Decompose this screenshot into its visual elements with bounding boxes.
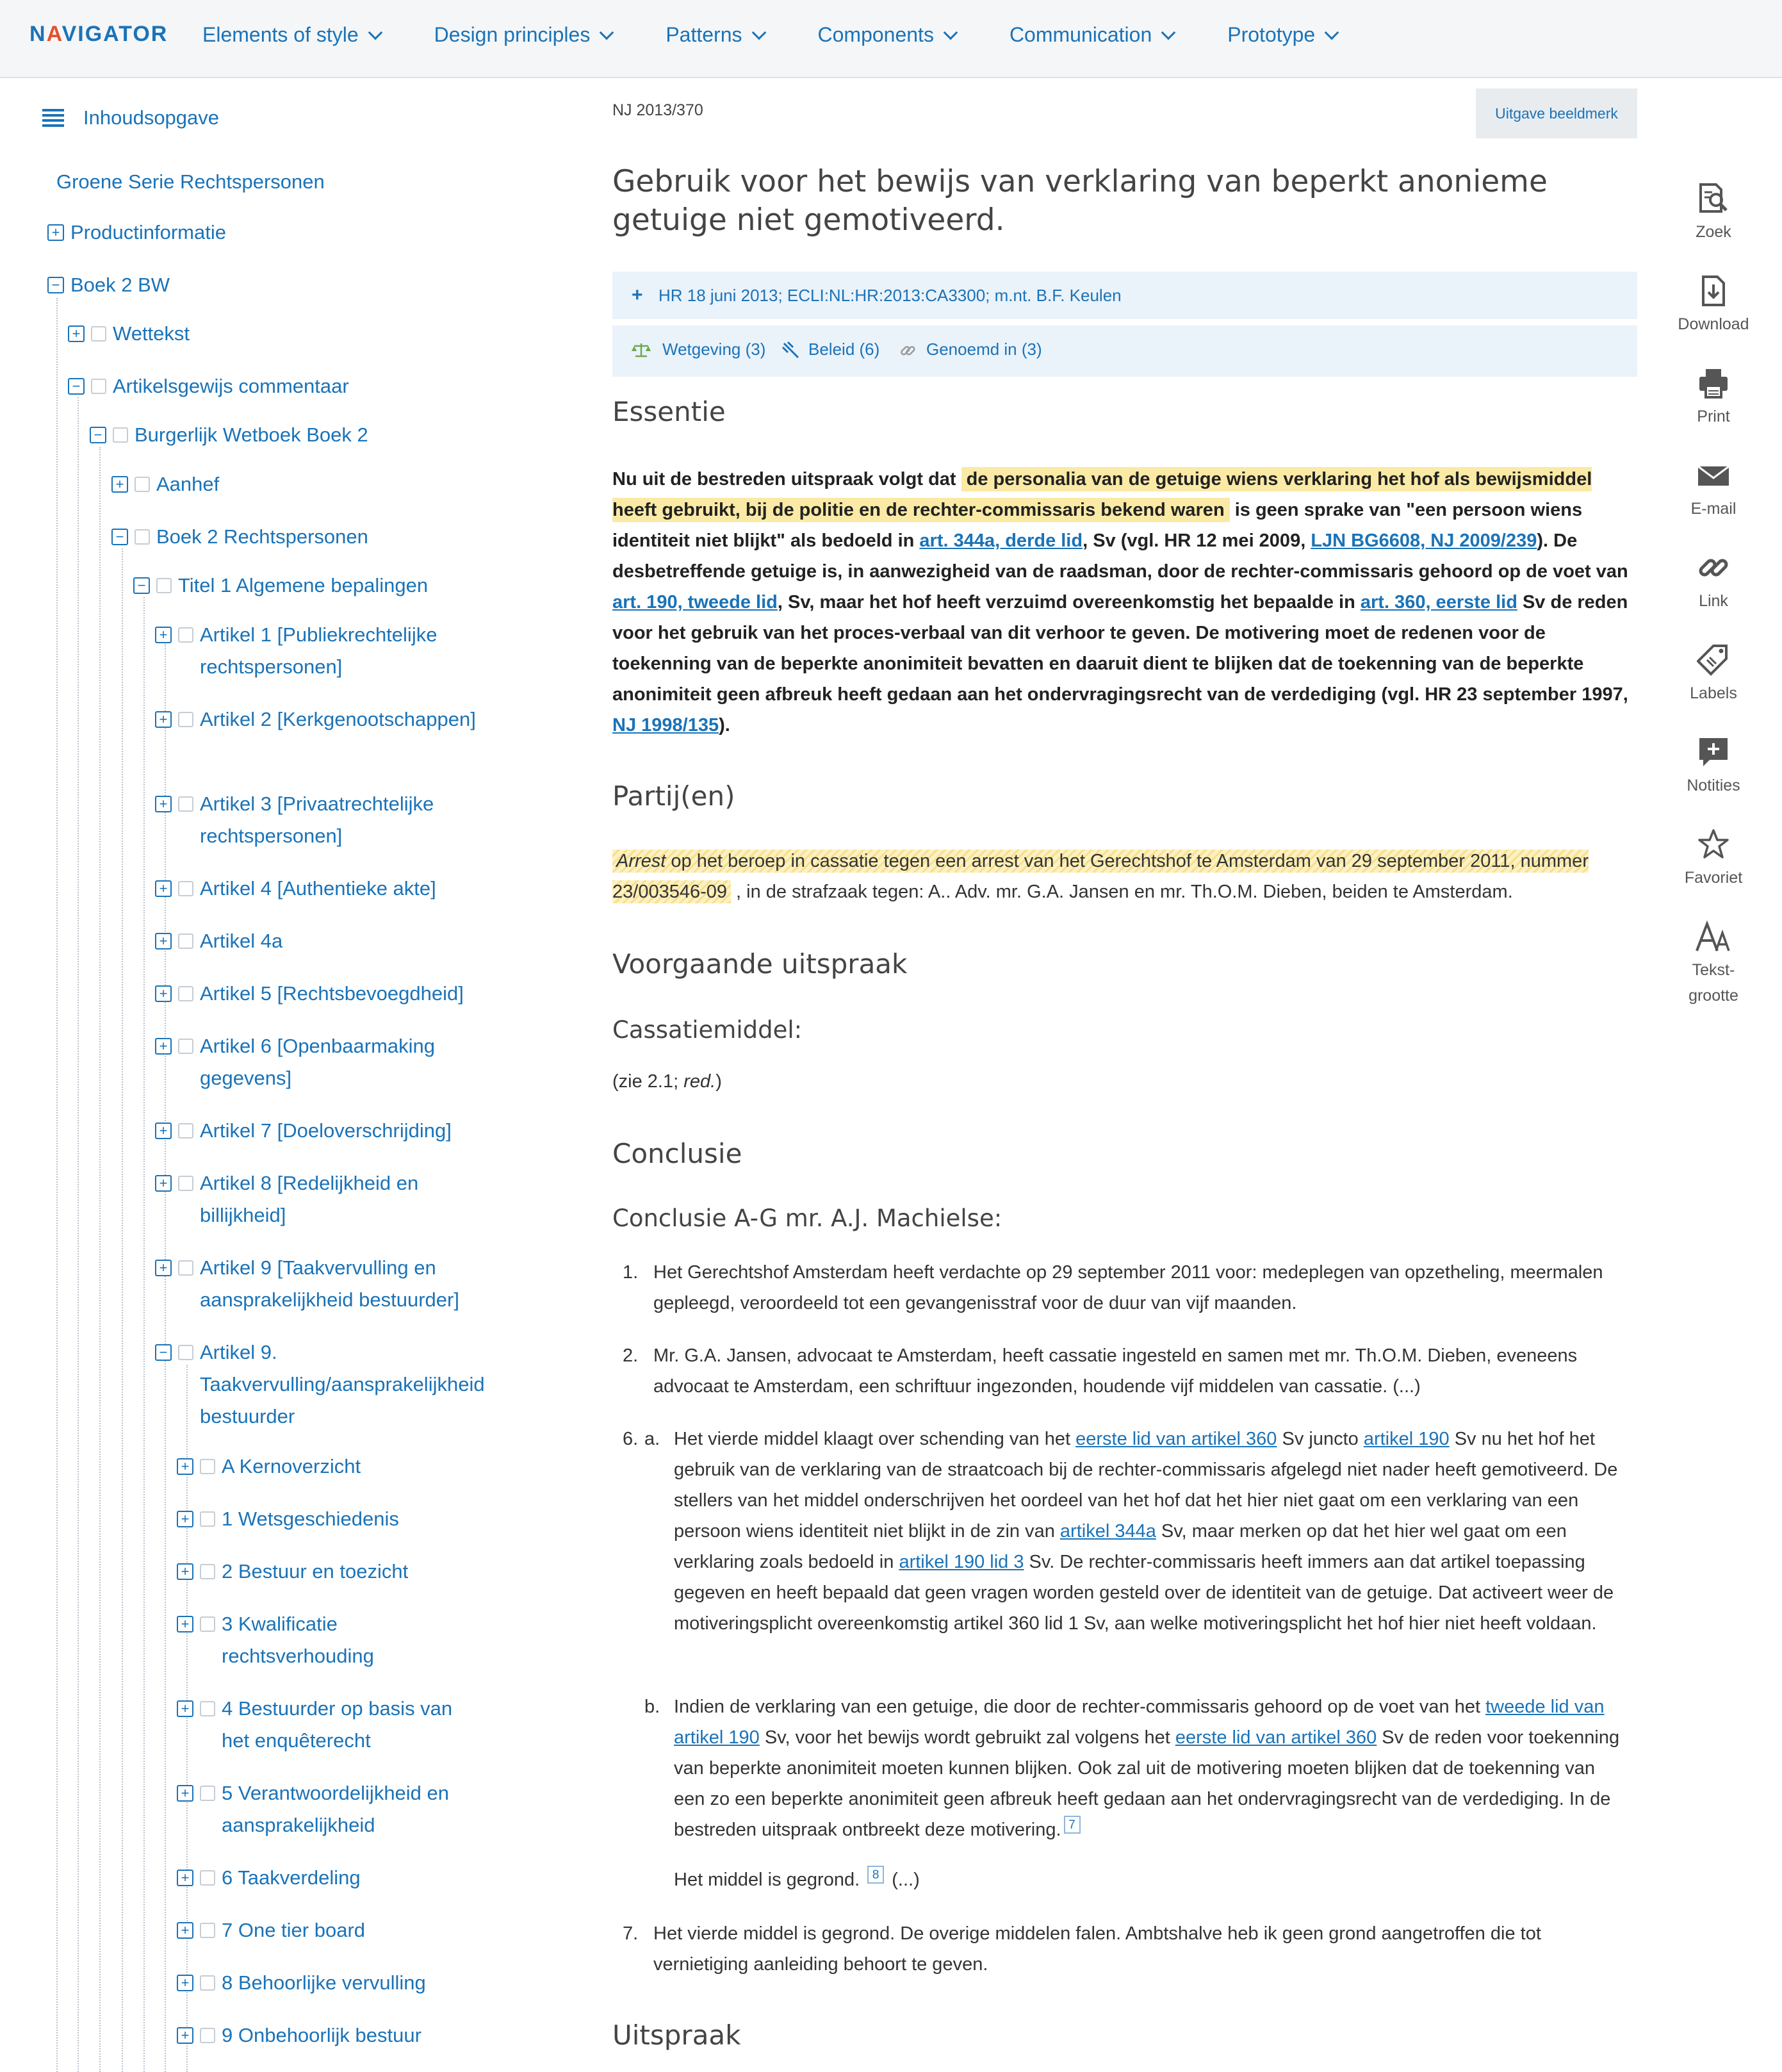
toc-title: Inhoudsopgave bbox=[83, 106, 220, 129]
expand-toggle-icon[interactable]: + bbox=[177, 1785, 193, 1802]
nav-patterns[interactable] bbox=[666, 23, 764, 47]
text: , Sv (vgl. HR 12 mei 2009, bbox=[1083, 530, 1311, 551]
rail-label: E-mail bbox=[1690, 500, 1737, 518]
rail-label-line2: grootte bbox=[1688, 987, 1738, 1005]
toc-item[interactable] bbox=[155, 791, 495, 852]
toc-checkbox[interactable] bbox=[178, 712, 193, 727]
list-text bbox=[674, 1424, 1622, 1639]
toc-item-label[interactable]: Boek 2 Rechtspersonen bbox=[156, 525, 368, 548]
nav-label: Communication bbox=[1009, 23, 1152, 46]
expand-toggle-icon[interactable]: + bbox=[177, 1563, 193, 1580]
toc-item[interactable] bbox=[177, 1780, 516, 1841]
toc-item-label[interactable]: Artikel 6 [Openbaarmaking gegevens] bbox=[200, 1035, 436, 1089]
text: Het vierde middel klaagt over schending van het bbox=[674, 1429, 1076, 1449]
toc-item-label[interactable]: Aanhef bbox=[156, 473, 220, 495]
list-item bbox=[623, 1424, 1622, 1639]
heading-partijen: Partij(en) bbox=[612, 780, 735, 812]
expand-toggle-icon[interactable]: + bbox=[68, 325, 85, 342]
link-art-190[interactable]: art. 190, tweede lid bbox=[612, 592, 778, 613]
text: , Sv, maar het hof heeft verzuimd overeenkomstig het bepaalde in bbox=[777, 592, 1361, 613]
toc-item[interactable] bbox=[177, 1506, 399, 1535]
essentie-text bbox=[612, 464, 1637, 741]
toc-item[interactable] bbox=[177, 1453, 361, 1483]
link-button[interactable] bbox=[1665, 551, 1762, 614]
text: (zie 2.1; bbox=[612, 1071, 684, 1092]
toc-checkbox[interactable] bbox=[200, 1923, 215, 1938]
toc-checkbox[interactable] bbox=[200, 1786, 215, 1801]
toc-item[interactable] bbox=[111, 523, 368, 553]
link-ljn-bg6608[interactable]: LJN BG6608, NJ 2009/239 bbox=[1311, 530, 1537, 551]
toc-item[interactable] bbox=[155, 621, 495, 683]
list-number: 7. bbox=[623, 1923, 639, 1944]
print-button[interactable] bbox=[1665, 366, 1762, 429]
reference-bar[interactable] bbox=[612, 272, 1637, 319]
expand-toggle-icon[interactable]: + bbox=[155, 1122, 172, 1139]
expand-toggle-icon[interactable]: + bbox=[155, 933, 172, 950]
reference-text: HR 18 juni 2013; ECLI:NL:HR:2013:CA3300; m.nt. B.F. Keulen bbox=[658, 286, 1122, 305]
expand-toggle-icon[interactable]: + bbox=[177, 1700, 193, 1717]
nav-label: Elements of style bbox=[202, 23, 359, 46]
toc-item-label[interactable]: Artikelsgewijs commentaar bbox=[113, 375, 349, 397]
nav-components[interactable] bbox=[818, 23, 956, 47]
heading-essentie: Essentie bbox=[612, 396, 726, 427]
rail-label: Print bbox=[1697, 407, 1730, 425]
expand-toggle-icon[interactable]: + bbox=[155, 1260, 172, 1276]
toc-checkbox[interactable] bbox=[200, 1564, 215, 1579]
favoriet-button[interactable] bbox=[1665, 828, 1762, 891]
tab-wetgeving[interactable]: Wetgeving (3) bbox=[662, 340, 766, 359]
list-text: Mr. G.A. Jansen, advocaat te Amsterdam, heeft cassatie ingesteld en samen met mr. Th.O.M. Dieben, eveneens advocaat te Amsterdam, een schriftuur ingezonden, houdende vijf middelen van cassatie. (...) bbox=[653, 1345, 1578, 1397]
text: (...) bbox=[887, 1870, 920, 1890]
expand-toggle-icon[interactable]: + bbox=[177, 1616, 193, 1632]
expand-toggle-icon[interactable]: + bbox=[111, 476, 128, 493]
toc-item[interactable] bbox=[155, 1170, 495, 1231]
toc-item[interactable] bbox=[47, 272, 170, 301]
list-text: Het vierde middel is gegrond. De overige middelen falen. Ambtshalve heb ik geen grond aangetroffen die tot vernietiging aanleiding behoort te geven. bbox=[653, 1923, 1541, 1975]
expand-toggle-icon[interactable]: + bbox=[155, 880, 172, 897]
relations-bar bbox=[612, 325, 1637, 377]
toc-item-label[interactable]: Artikel 4a bbox=[200, 930, 283, 952]
heading-voorgaande-uitspraak: Voorgaande uitspraak bbox=[612, 948, 908, 980]
toc-item-label[interactable]: 4 Bestuurder op basis van het enquêterecht bbox=[222, 1697, 453, 1752]
logo-text: NAVIGATOR bbox=[29, 22, 168, 46]
toc-checkbox[interactable] bbox=[178, 933, 193, 949]
highlighted-text[interactable]: op het beroep in cassatie tegen een arrest van het Gerechtshof te Amsterdam van 29 september 2011, nummer 23/003546-09 bbox=[612, 851, 1589, 902]
text-italic: red. bbox=[683, 1071, 716, 1092]
toc-checkbox[interactable] bbox=[178, 881, 193, 896]
text: Sv de reden voor toekenning van beperkte anonimiteit moeten kunnen blijken. Ook zal uit de motivering moeten blijken dat de toekenning van een zo een beperkte anonimiteit geen afbreuk heeft gedaan aan het ondervragingsrecht van de verdediging. In de bestreden uitspraak ontbreekt deze motivering. bbox=[674, 1727, 1620, 1840]
document-id: NJ 2013/370 bbox=[612, 101, 703, 119]
toc-item[interactable] bbox=[155, 706, 476, 736]
expand-toggle-icon[interactable]: + bbox=[155, 985, 172, 1002]
text-size-button[interactable] bbox=[1665, 920, 1762, 1008]
toc-checkbox[interactable] bbox=[178, 1123, 193, 1139]
toc-item[interactable] bbox=[155, 1339, 559, 1433]
toc-checkbox[interactable] bbox=[200, 2028, 215, 2043]
partijen-text bbox=[612, 846, 1637, 907]
toc-header[interactable] bbox=[42, 106, 219, 129]
toc-item[interactable] bbox=[155, 980, 464, 1010]
heading-uitspraak: Uitspraak bbox=[612, 2019, 741, 2051]
text: ). De desbetreffende getuige is, in aanwezigheid van de raadsman, door de rechter-commissaris gehoord op de voet van bbox=[612, 530, 1628, 582]
footnote-ref[interactable]: 7 bbox=[1064, 1816, 1081, 1834]
toc-item[interactable] bbox=[177, 1864, 361, 1894]
toc-item-label[interactable]: Artikel 5 [Rechtsbevoegdheid] bbox=[200, 982, 464, 1005]
toc-item[interactable] bbox=[155, 1033, 495, 1094]
expand-toggle-icon[interactable]: + bbox=[155, 1038, 172, 1055]
toc-item-label[interactable]: 6 Taakverdeling bbox=[222, 1866, 361, 1889]
download-icon bbox=[1697, 274, 1730, 308]
toc-item[interactable] bbox=[177, 1969, 426, 1999]
toc-item-label[interactable]: Boek 2 BW bbox=[70, 274, 170, 296]
toc-checkbox[interactable] bbox=[135, 477, 150, 492]
link-artikel-344a[interactable]: artikel 344a bbox=[1059, 1521, 1156, 1542]
text: , in de strafzaak tegen: A.. Adv. mr. G.A. Jansen en mr. Th.O.M. Dieben, beiden te Amsterdam. bbox=[731, 882, 1513, 902]
toc-checkbox[interactable] bbox=[91, 326, 106, 341]
text: Sv. De rechter-commissaris heeft immers aan dat artikel toepassing gegeven en heeft bepaald dat geen vragen worden gesteld over de identiteit van de getuige. Dat activeert weer de motiveringsplicht overeenkomstig artikel 360 lid 1 Sv, aan welke motiveringsplicht het hof hier niet heeft voldaan. bbox=[674, 1552, 1614, 1634]
rail-label: Zoek bbox=[1696, 223, 1731, 241]
toc-item[interactable] bbox=[177, 1695, 465, 1757]
list-letter: a. bbox=[644, 1429, 660, 1449]
toc-item[interactable] bbox=[155, 1254, 495, 1316]
star-icon bbox=[1697, 828, 1730, 861]
toc-item[interactable] bbox=[155, 875, 436, 905]
expand-toggle-icon[interactable]: + bbox=[177, 2027, 193, 2044]
toc-item[interactable] bbox=[177, 1558, 408, 1588]
list-item bbox=[623, 1340, 1622, 1402]
toc-checkbox[interactable] bbox=[113, 427, 128, 443]
heading-cassatiemiddel: Cassatiemiddel: bbox=[612, 1016, 803, 1044]
toc-item-label[interactable]: Burgerlijk Wetboek Boek 2 bbox=[135, 423, 368, 446]
plus-icon: + bbox=[632, 284, 643, 306]
chevron-down-icon bbox=[1161, 25, 1176, 40]
uitgave-beeldmerk-button[interactable]: Uitgave beeldmerk bbox=[1476, 88, 1637, 138]
toc-item[interactable] bbox=[155, 1117, 452, 1147]
link-icon bbox=[1697, 551, 1730, 584]
chevron-down-icon bbox=[1325, 25, 1339, 40]
list-item bbox=[623, 1918, 1622, 1980]
chevron-down-icon bbox=[600, 25, 614, 40]
link-tweede-lid-190[interactable]: tweede lid van artikel 190 bbox=[674, 1697, 1605, 1748]
text: Sv, maar merken op dat het hier wel gaat om een verklaring zoals bedoeld in bbox=[674, 1521, 1567, 1572]
toc-checkbox[interactable] bbox=[200, 1870, 215, 1886]
expand-toggle-icon[interactable]: − bbox=[111, 529, 128, 545]
expand-toggle-icon[interactable]: + bbox=[177, 1511, 193, 1527]
toc-item[interactable] bbox=[177, 1611, 414, 1672]
toc-item[interactable] bbox=[177, 1917, 365, 1946]
link-artikel-190-lid-3[interactable]: artikel 190 lid 3 bbox=[899, 1552, 1024, 1572]
zoek-button[interactable] bbox=[1665, 182, 1762, 245]
expand-toggle-icon[interactable]: + bbox=[47, 224, 64, 241]
text: Sv nu het hof het gebruik van de verklaring van de straatcoach bij de rechter-commissaris afgelegd niet nader heeft gemotiveerd. De stellers van het middel onderschrijven het oordeel van het hof dat het hier niet gaat om een verklaring van een persoon wiens identiteit niet blijkt in de zin van bbox=[674, 1429, 1618, 1542]
search-doc-icon bbox=[1697, 182, 1730, 215]
toc-item-label[interactable]: Artikel 7 [Doeloverschrijding] bbox=[200, 1119, 452, 1142]
text: ) bbox=[715, 1071, 722, 1092]
toc-checkbox[interactable] bbox=[178, 1260, 193, 1276]
list-number: 6. bbox=[623, 1429, 639, 1449]
nav-label: Patterns bbox=[666, 23, 742, 46]
toc-item-label[interactable]: Artikel 9. Taakvervulling/aansprakelijkheid bestuurder bbox=[200, 1341, 485, 1427]
toc-checkbox[interactable] bbox=[178, 627, 193, 643]
toc-item-label[interactable]: 8 Behoorlijke vervulling bbox=[222, 1971, 426, 1994]
text: Nu uit de bestreden uitspraak volgt dat bbox=[612, 469, 961, 489]
expand-toggle-icon[interactable]: + bbox=[177, 1870, 193, 1886]
toc-item-label[interactable]: Wettekst bbox=[113, 322, 190, 345]
toc-item-label[interactable]: Artikel 2 [Kerkgenootschappen] bbox=[200, 708, 476, 730]
toc-item-label[interactable]: 3 Kwalificatie rechtsverhouding bbox=[222, 1613, 374, 1667]
text-size-icon bbox=[1694, 920, 1733, 953]
rail-label: Download bbox=[1678, 315, 1749, 333]
expand-toggle-icon[interactable]: − bbox=[155, 1344, 172, 1361]
toc-item-label[interactable]: Artikel 4 [Authentieke akte] bbox=[200, 877, 436, 900]
text: Sv, voor het bewijs wordt gebruikt zal volgens het bbox=[759, 1727, 1175, 1748]
nav-label: Prototype bbox=[1227, 23, 1316, 46]
toc-checkbox[interactable] bbox=[200, 1616, 215, 1632]
nav-label: Components bbox=[817, 23, 934, 46]
rail-label-line1: Tekst- bbox=[1692, 961, 1735, 979]
download-button[interactable] bbox=[1665, 274, 1762, 337]
nav-communication[interactable] bbox=[1010, 23, 1173, 47]
list-menu-icon bbox=[42, 109, 64, 127]
heading-conclusie-ag: Conclusie A-G mr. A.J. Machielse: bbox=[612, 1205, 1002, 1232]
toc-checkbox[interactable] bbox=[178, 796, 193, 812]
expand-toggle-icon[interactable]: + bbox=[155, 1175, 172, 1192]
email-button[interactable] bbox=[1665, 459, 1762, 522]
list-text bbox=[674, 1864, 1622, 1895]
text: ). bbox=[719, 715, 730, 736]
toc-root-link[interactable]: Groene Serie Rechtspersonen bbox=[56, 170, 325, 193]
toc-checkbox[interactable] bbox=[200, 1975, 215, 1991]
toc-item-label[interactable]: Productinformatie bbox=[70, 221, 226, 243]
toc-item[interactable] bbox=[133, 572, 428, 602]
rail-label: Notities bbox=[1687, 777, 1740, 794]
expand-toggle-icon[interactable]: − bbox=[47, 277, 64, 293]
notities-button[interactable] bbox=[1665, 736, 1762, 798]
toc-item-label[interactable]: Artikel 1 [Publiekrechtelijke rechtspersonen] bbox=[200, 623, 437, 678]
toc-item[interactable] bbox=[155, 928, 282, 957]
rail-label: Labels bbox=[1690, 684, 1737, 702]
toc-checkbox[interactable] bbox=[200, 1511, 215, 1527]
expand-toggle-icon[interactable]: + bbox=[155, 796, 172, 812]
expand-toggle-icon[interactable]: + bbox=[177, 1458, 193, 1475]
toc-item-label[interactable]: 5 Verantwoordelijkheid en aansprakelijkheid bbox=[222, 1782, 450, 1836]
expand-toggle-icon[interactable]: − bbox=[133, 577, 150, 594]
list-text bbox=[674, 1691, 1622, 1845]
toc-checkbox[interactable] bbox=[200, 1701, 215, 1716]
cassatie-text bbox=[612, 1066, 1637, 1097]
toc-item[interactable] bbox=[68, 320, 190, 350]
toc-checkbox[interactable] bbox=[156, 578, 172, 593]
toc-checkbox[interactable] bbox=[91, 379, 106, 394]
link-art-360[interactable]: art. 360, eerste lid bbox=[1360, 592, 1517, 613]
rail-label bbox=[1665, 957, 1762, 1008]
table-of-contents bbox=[0, 0, 564, 2072]
text: Indien de verklaring van een getuige, die door de rechter-commissaris gehoord op de voet van het bbox=[674, 1697, 1486, 1717]
list-item bbox=[623, 1691, 1622, 1845]
toc-item[interactable] bbox=[68, 373, 349, 402]
toc-checkbox[interactable] bbox=[200, 1459, 215, 1474]
toc-item-label[interactable]: A Kernoverzicht bbox=[222, 1455, 361, 1477]
list-text: Het Gerechtshof Amsterdam heeft verdachte op 29 september 2011 voor: medeplegen van opzetheling, meermalen gepleegd, veroordeeld tot een gevangenisstraf voor de duur van vijf maanden. bbox=[653, 1262, 1603, 1313]
link-artikel-190[interactable]: artikel 190 bbox=[1363, 1429, 1450, 1449]
link-eerste-lid-360[interactable]: eerste lid van artikel 360 bbox=[1075, 1429, 1277, 1449]
toc-item-label[interactable]: 2 Bestuur en toezicht bbox=[222, 1560, 409, 1583]
list-number: 1. bbox=[623, 1262, 639, 1283]
toc-checkbox[interactable] bbox=[178, 1176, 193, 1191]
list-number: 2. bbox=[623, 1345, 639, 1366]
toc-item-label[interactable]: 9 Onbehoorlijk bestuur bbox=[222, 2024, 421, 2046]
toc-item[interactable] bbox=[111, 471, 219, 500]
print-icon bbox=[1697, 366, 1730, 400]
toc-checkbox[interactable] bbox=[135, 529, 150, 545]
highlighted-text[interactable]: de personalia van de getuige wiens verklaring het hof als bewijsmiddel heeft gebruikt, bij de politie en de rechter-commissaris bekend waren bbox=[612, 467, 1592, 522]
page-title: Gebruik voor het bewijs van verklaring van beperkt anonieme getuige niet gemotiveerd. bbox=[612, 164, 1548, 238]
expand-toggle-icon[interactable]: + bbox=[177, 1922, 193, 1939]
nav-prototype[interactable] bbox=[1227, 23, 1337, 47]
text-italic: Arrest bbox=[616, 851, 666, 871]
note-icon bbox=[1697, 736, 1730, 769]
link-small-icon bbox=[899, 342, 916, 362]
toc-item[interactable] bbox=[177, 2022, 421, 2051]
footnote-ref[interactable]: 8 bbox=[867, 1866, 884, 1884]
gavel-icon bbox=[781, 341, 799, 362]
text: Sv de reden voor het gebruik van het proces-verbaal van dit verhoor te geven. De motivering moet de redenen voor de toekenning van de beperkte anonimiteit bevatten en daaruit dient te blijken dat de toekenning van de beperkte anonimiteit geen afbreuk heeft gedaan aan het ondervragingsrecht van de verdediging (vgl. HR 23 september 1997, bbox=[612, 592, 1628, 705]
toc-item-label[interactable]: Artikel 9 [Taakvervulling en aansprakelijkheid bestuurder] bbox=[200, 1256, 459, 1311]
toc-item-label[interactable]: 1 Wetsgeschiedenis bbox=[222, 1508, 399, 1530]
toc-item[interactable] bbox=[47, 219, 226, 249]
toc-item-label[interactable]: Artikel 3 [Privaatrechtelijke rechtspersonen] bbox=[200, 793, 434, 847]
scales-icon bbox=[632, 342, 651, 362]
expand-toggle-icon[interactable]: − bbox=[68, 378, 85, 395]
toc-checkbox[interactable] bbox=[178, 1345, 193, 1360]
labels-button[interactable] bbox=[1665, 643, 1762, 706]
toc-item[interactable] bbox=[90, 422, 368, 451]
text: Het middel is gegrond. bbox=[674, 1870, 860, 1890]
rail-label: Link bbox=[1699, 592, 1728, 610]
chevron-down-icon bbox=[751, 25, 766, 40]
email-icon bbox=[1697, 459, 1730, 492]
rail-label: Favoriet bbox=[1684, 869, 1743, 887]
expand-toggle-icon[interactable]: + bbox=[155, 627, 172, 643]
tab-genoemd-in[interactable]: Genoemd in (3) bbox=[926, 340, 1042, 359]
chevron-down-icon bbox=[944, 25, 958, 40]
tab-beleid[interactable]: Beleid (6) bbox=[808, 340, 880, 359]
expand-toggle-icon[interactable]: + bbox=[155, 711, 172, 728]
text: is geen sprake van "een persoon wiens identiteit niet blijkt" als bedoeld in bbox=[612, 500, 1583, 551]
link-nj-1998-135[interactable]: NJ 1998/135 bbox=[612, 715, 719, 736]
toc-checkbox[interactable] bbox=[178, 986, 193, 1001]
link-art-344a[interactable]: art. 344a, derde lid bbox=[919, 530, 1083, 551]
toc-item-label[interactable]: 7 One tier board bbox=[222, 1919, 366, 1941]
link-eerste-lid-360[interactable]: eerste lid van artikel 360 bbox=[1175, 1727, 1377, 1748]
expand-toggle-icon[interactable]: − bbox=[90, 427, 106, 443]
text: Sv juncto bbox=[1277, 1429, 1364, 1449]
toc-item-label[interactable]: Artikel 8 [Redelijkheid en billijkheid] bbox=[200, 1172, 419, 1226]
tag-icon bbox=[1697, 643, 1730, 677]
heading-conclusie: Conclusie bbox=[612, 1138, 742, 1169]
toc-item-label[interactable]: Titel 1 Algemene bepalingen bbox=[178, 574, 429, 596]
toc-checkbox[interactable] bbox=[178, 1039, 193, 1054]
expand-toggle-icon[interactable]: + bbox=[177, 1975, 193, 1991]
nav-label: Design principles bbox=[434, 23, 591, 46]
list-item bbox=[623, 1257, 1622, 1319]
list-letter: b. bbox=[644, 1697, 660, 1717]
